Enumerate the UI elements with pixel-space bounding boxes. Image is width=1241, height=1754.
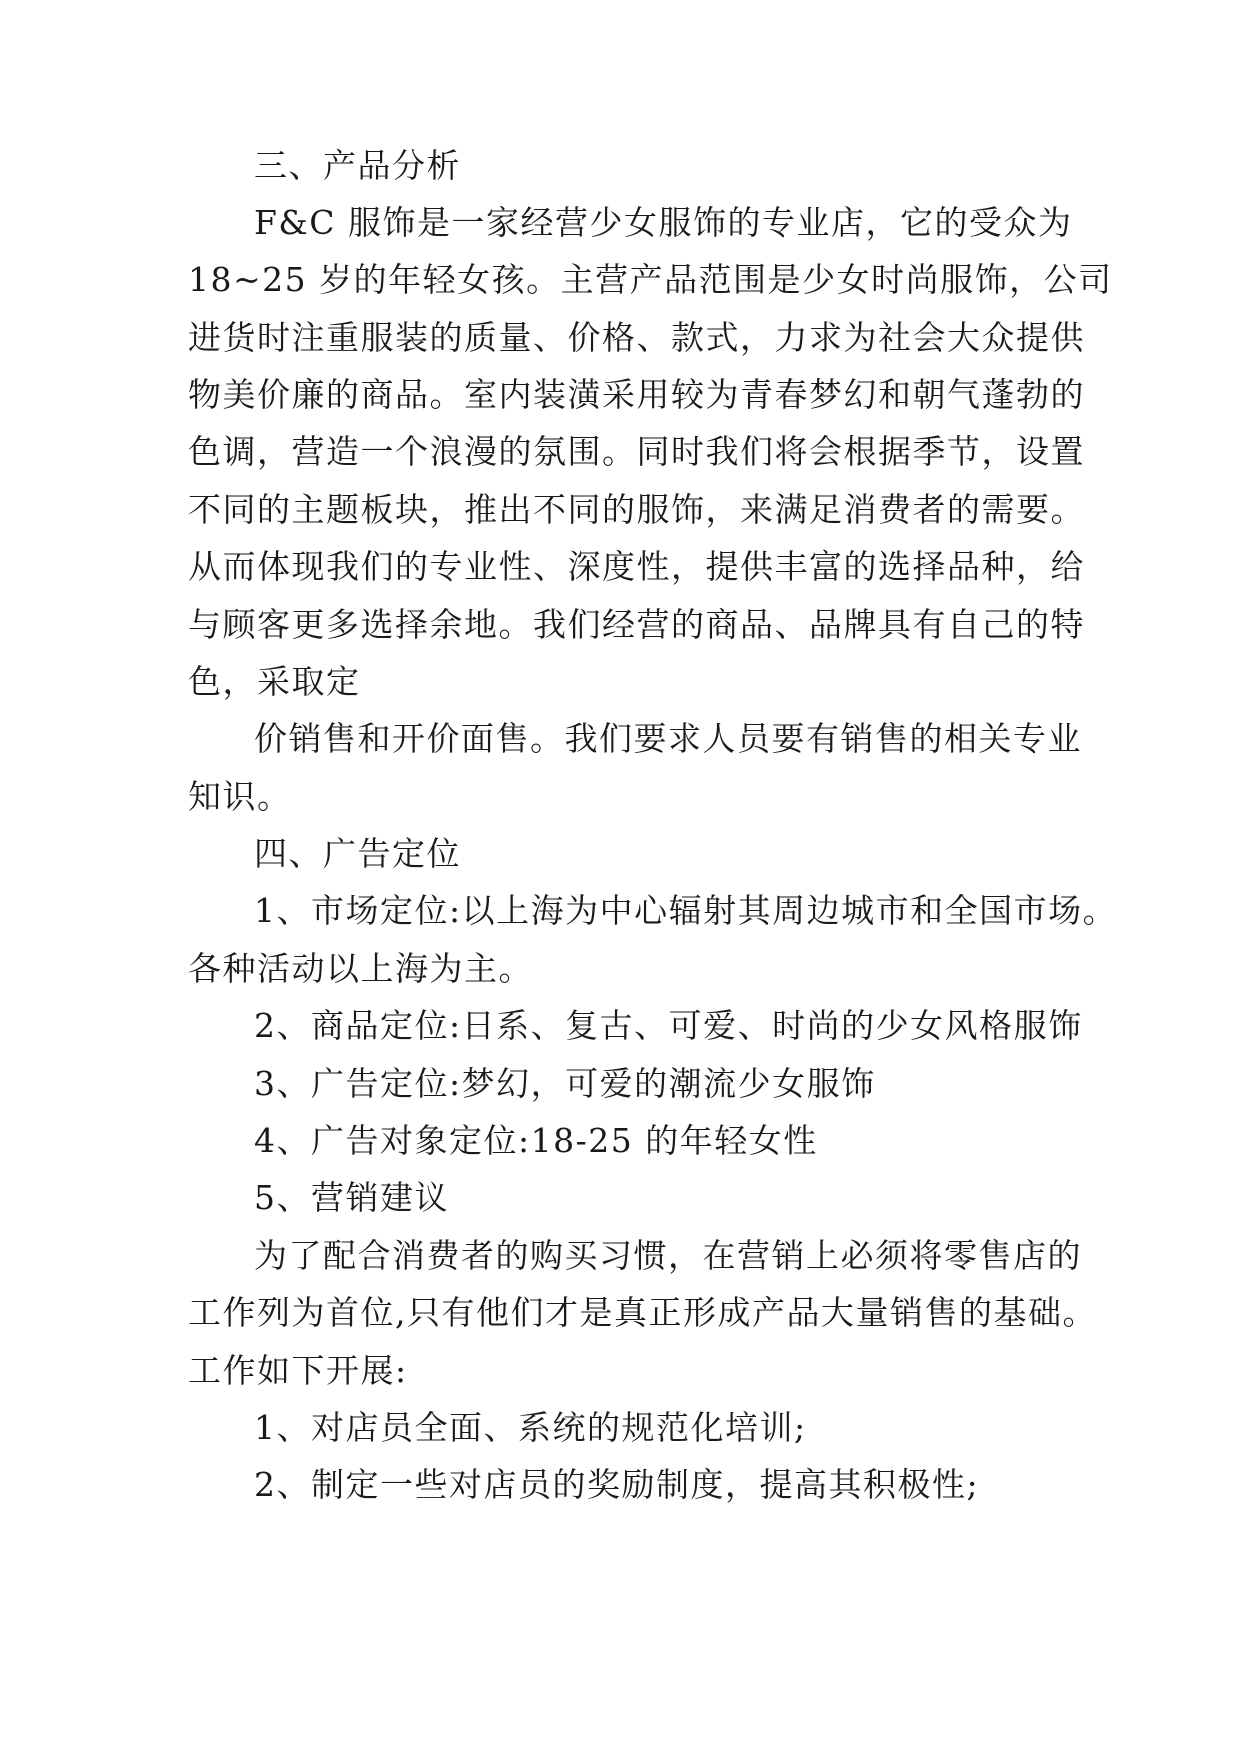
list-item: 1、对店员全面、系统的规范化培训; bbox=[254, 1408, 807, 1447]
list-item: 4、广告对象定位:18-25 的年轻女性 bbox=[254, 1121, 818, 1160]
paragraph-line: 18~25 岁的年轻女孩。主营产品范围是少女时尚服饰，公司 bbox=[188, 260, 1113, 299]
paragraph-line: 为了配合消费者的购买习惯，在营销上必须将零售店的 bbox=[254, 1236, 1082, 1275]
paragraph-line: 进货时注重服装的质量、价格、款式，力求为社会大众提供 bbox=[188, 318, 1085, 357]
list-item: 3、广告定位:梦幻，可爱的潮流少女服饰 bbox=[254, 1064, 876, 1103]
paragraph-line: 物美价廉的商品。室内装潢采用较为青春梦幻和朝气蓬勃的 bbox=[188, 375, 1085, 414]
paragraph-line: 价销售和开价面售。我们要求人员要有销售的相关专业 bbox=[254, 719, 1082, 758]
list-item: 5、营销建议 bbox=[254, 1178, 449, 1217]
paragraph-line: 各种活动以上海为主。 bbox=[188, 949, 533, 988]
paragraph-line: 与顾客更多选择余地。我们经营的商品、品牌具有自己的特 bbox=[188, 605, 1085, 644]
paragraph-line: 色，采取定 bbox=[188, 662, 361, 701]
paragraph-line: 色调，营造一个浪漫的氛围。同时我们将会根据季节，设置 bbox=[188, 432, 1085, 471]
paragraph-line: 不同的主题板块，推出不同的服饰，来满足消费者的需要。 bbox=[188, 490, 1085, 529]
list-item: 2、商品定位:日系、复古、可爱、时尚的少女风格服饰 bbox=[254, 1006, 1083, 1045]
list-item: 1、市场定位:以上海为中心辐射其周边城市和全国市场。 bbox=[254, 891, 1118, 930]
list-item: 2、制定一些对店员的奖励制度，提高其积极性; bbox=[254, 1465, 980, 1504]
heading-product-analysis: 三、产品分析 bbox=[254, 146, 461, 185]
heading-ad-positioning: 四、广告定位 bbox=[254, 834, 461, 873]
paragraph-line: 工作列为首位,只有他们才是真正形成产品大量销售的基础。 bbox=[188, 1293, 1097, 1332]
paragraph-line: F&C 服饰是一家经营少女服饰的专业店，它的受众为 bbox=[254, 203, 1073, 242]
paragraph-line: 工作如下开展: bbox=[188, 1351, 408, 1390]
paragraph-line: 从而体现我们的专业性、深度性，提供丰富的选择品种，给 bbox=[188, 547, 1085, 586]
paragraph-line: 知识。 bbox=[188, 777, 292, 816]
